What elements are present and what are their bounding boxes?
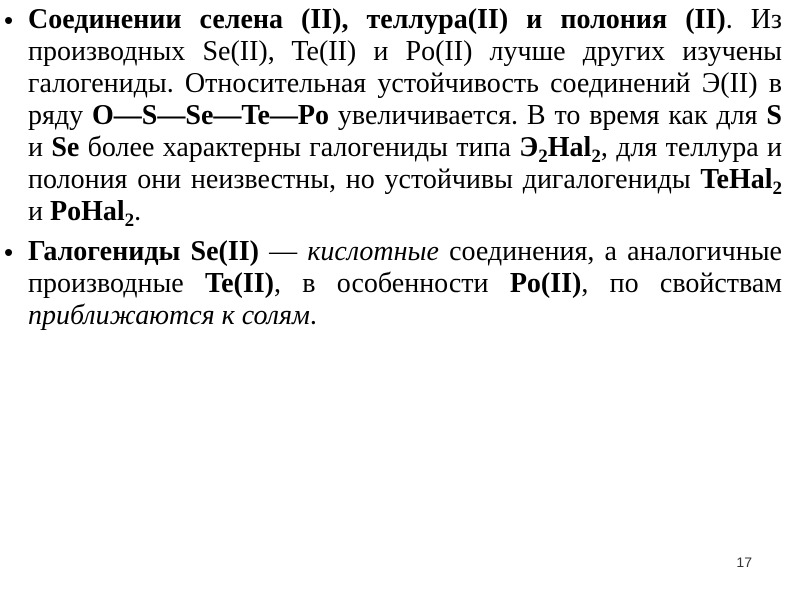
formula-pohal2 [49, 196, 135, 231]
formula-part: Э [519, 132, 539, 163]
text-run: увеличивается. В то время как для [329, 100, 767, 131]
page-number: 17 [736, 554, 752, 570]
formula-subscript: 2 [538, 146, 548, 167]
formula-part: PoHal [49, 196, 125, 227]
formula-subscript: 2 [591, 146, 601, 167]
formula-tehal2 [700, 164, 782, 199]
text-run: и [28, 196, 50, 227]
text-run: , по свойствам [581, 268, 783, 299]
text-run: , для теллура и полония они неизвестны, но устойчивы дигалогениды [28, 132, 782, 195]
text-run: более характерны галогениды типа [79, 132, 520, 163]
formula-subscript: 2 [124, 210, 135, 231]
bullet-heading: Галогениды Se(II) [28, 236, 259, 267]
text-run: соединения, а аналогичные производные [28, 236, 782, 299]
element-po-ii: Po(II) [509, 268, 582, 299]
emphasis-acidic: кислотные [307, 236, 439, 267]
text-run: , в особенности [274, 268, 510, 299]
element-series: O—S—Se—Te—Po [92, 100, 330, 131]
formula-part: TeHal [700, 164, 773, 195]
text-run: — [258, 236, 308, 267]
bullet-list [0, 4, 800, 340]
bullet-heading: Соединении селена (II), теллура(II) и полония (II) [28, 4, 726, 35]
formula-subscript: 2 [772, 178, 782, 199]
bullet-item-selenium-compounds [0, 4, 800, 231]
text-run: . [134, 196, 142, 227]
emphasis-salts: приближаются к солям [28, 300, 310, 331]
element-se: Se [51, 132, 80, 163]
text-run: . Из производных Se(II), Te(II) и Po(II) лучше других изучены галогениды. Относительная устойчивость соединений Э(II) в ряду [28, 4, 782, 131]
formula-e2hal2 [519, 132, 601, 167]
formula-part: Hal [547, 132, 592, 163]
element-s: S [766, 100, 782, 131]
element-te-ii: Te(II) [205, 268, 274, 299]
bullet-item-se-halides [0, 236, 800, 332]
text-run: . [309, 300, 317, 331]
text-run: и [28, 132, 52, 163]
